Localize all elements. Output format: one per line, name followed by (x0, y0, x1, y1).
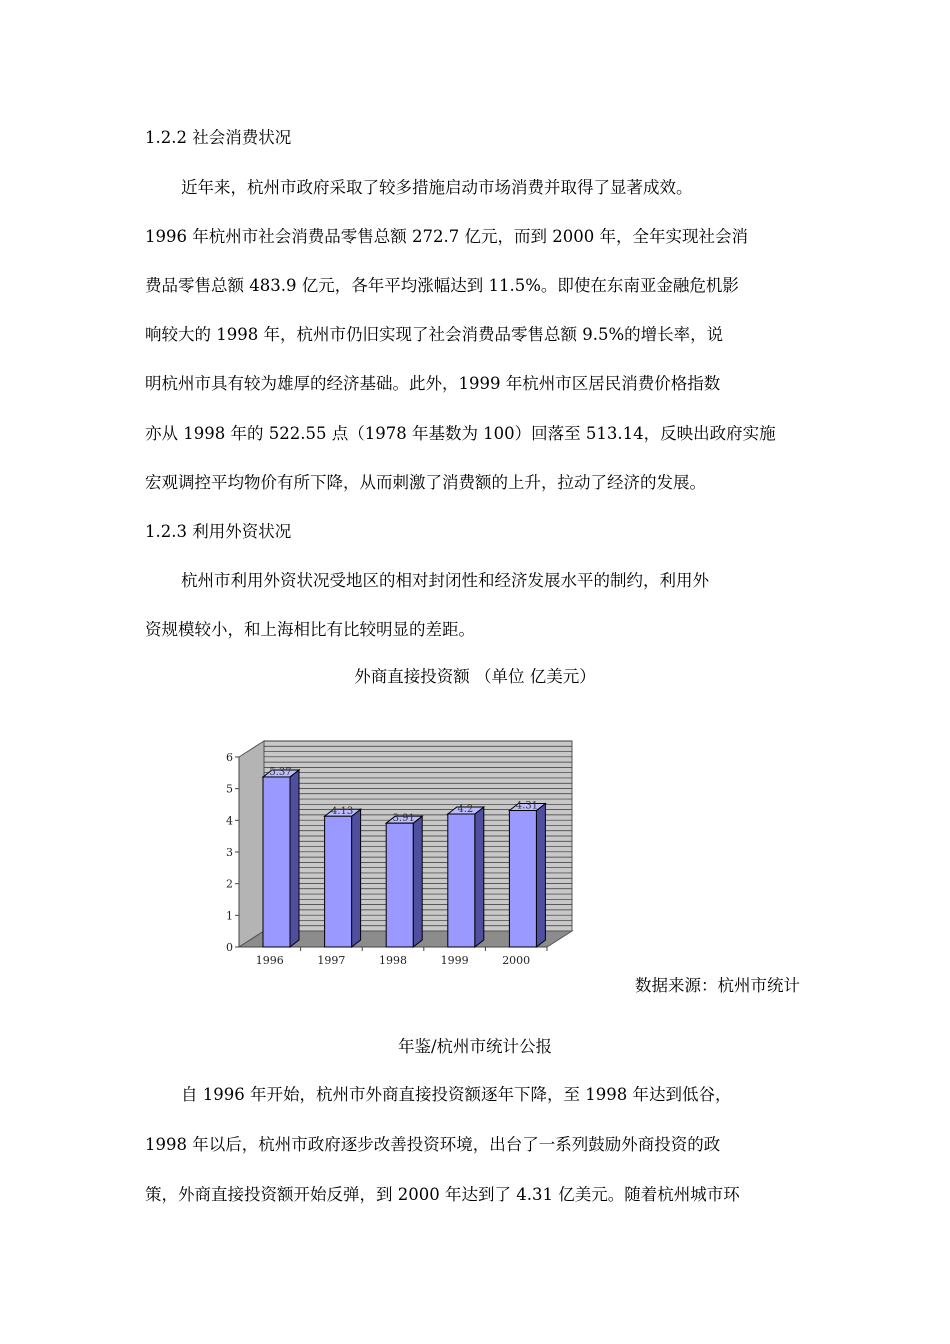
bar-value-label: 3.91 (392, 813, 415, 825)
y-tick-label: 3 (226, 846, 233, 859)
section-heading-1-2-3: 1.2.3 利用外资状况 (145, 522, 292, 541)
figure-source: 数据来源：杭州市统计 (635, 976, 800, 995)
x-tick-label: 1998 (379, 954, 407, 967)
bar-value-label: 4.13 (330, 806, 354, 818)
paragraph-line: 近年来，杭州市政府采取了较多措施启动市场消费并取得了显著成效。 (181, 178, 693, 197)
x-tick-label: 1996 (255, 954, 284, 967)
paragraph-line: 资规模较小，和上海相比有比较明显的差距。 (145, 620, 475, 639)
fdi-bar-chart (225, 735, 585, 975)
bar-side (290, 770, 299, 947)
y-tick-label: 1 (226, 909, 233, 923)
x-tick-label: 1999 (440, 954, 469, 967)
bar (386, 823, 413, 947)
figure-source-continued: 年鉴/杭州市统计公报 (397, 1037, 553, 1056)
bar-value-label: 4.31 (515, 800, 539, 812)
y-tick-label: 2 (226, 877, 233, 891)
paragraph-line: 1998 年以后，杭州市政府逐步改善投资环境，出台了一系列鼓励外商投资的政 (145, 1135, 721, 1154)
paragraph-line: 策，外商直接投资额开始反弹，到 2000 年达到了 4.31 亿美元。随着杭州城市环 (145, 1185, 740, 1204)
paragraph-line: 费品零售总额 483.9 亿元，各年平均涨幅达到 11.5%。即使在东南亚金融危机影 (145, 276, 739, 295)
y-tick-label: 0 (226, 941, 233, 954)
paragraph-line: 响较大的 1998 年，杭州市仍旧实现了社会消费品零售总额 9.5%的增长率，说 (145, 325, 724, 344)
paragraph-line: 自 1996 年开始，杭州市外商直接投资额逐年下降，至 1998 年达到低谷， (181, 1085, 732, 1104)
x-tick-label: 2000 (502, 954, 531, 967)
x-tick-label: 1997 (317, 954, 346, 967)
bar (509, 811, 536, 947)
paragraph-line: 亦从 1998 年的 522.55 点（1978 年基数为 100）回落至 513.14，反映出政府实施 (145, 424, 776, 443)
chart-side-wall (239, 741, 264, 947)
bar-side (475, 807, 484, 947)
figure-caption: 外商直接投资额 （单位 亿美元） (354, 667, 596, 686)
y-tick-label: 6 (226, 751, 233, 764)
bar (325, 816, 352, 947)
bar-side (352, 809, 361, 947)
bar-value-label: 5.37 (269, 766, 292, 778)
paragraph-line: 宏观调控平均物价有所下降，从而刺激了消费额的上升，拉动了经济的发展。 (145, 473, 706, 492)
section-heading-1-2-2: 1.2.2 社会消费状况 (145, 128, 292, 147)
paragraph-line: 明杭州市具有较为雄厚的经济基础。此外，1999 年杭州市区居民消费价格指数 (145, 374, 721, 393)
paragraph-line: 1996 年杭州市社会消费品零售总额 272.7 亿元，而到 2000 年，全年实现社会消 (145, 227, 748, 246)
bar-side (413, 816, 422, 947)
bar-value-label: 4.2 (457, 804, 474, 815)
y-tick-label: 5 (226, 782, 233, 796)
y-tick-label: 4 (226, 814, 233, 828)
bar (448, 814, 475, 947)
bar (263, 777, 290, 947)
bar-side (536, 804, 545, 947)
paragraph-line: 杭州市利用外资状况受地区的相对封闭性和经济发展水平的制约，利用外 (181, 571, 709, 590)
